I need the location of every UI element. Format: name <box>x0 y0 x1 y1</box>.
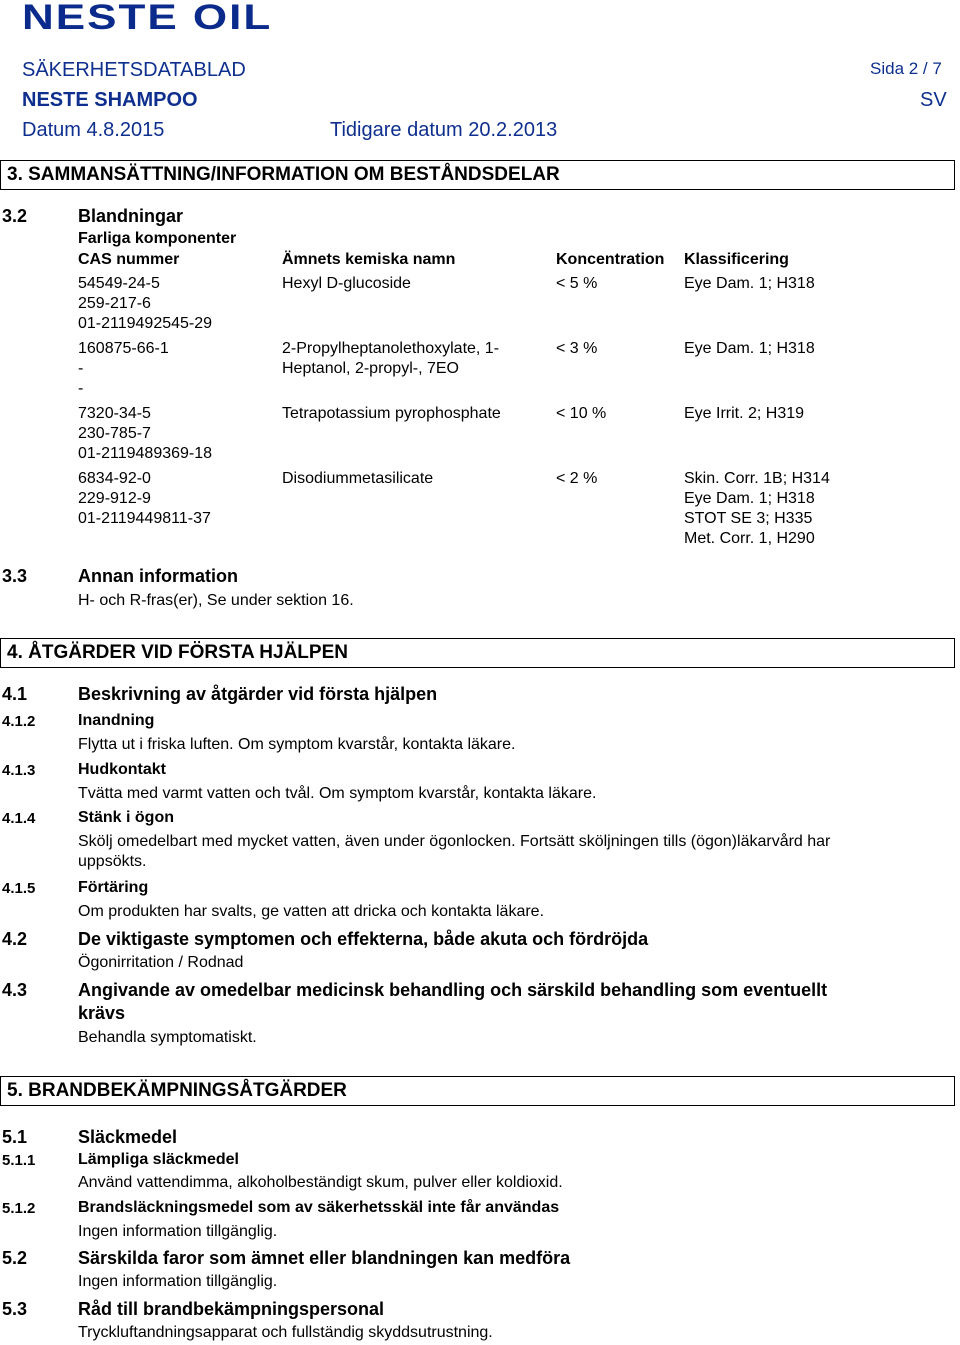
classification-line: Skin. Corr. 1B; H314 <box>684 470 830 487</box>
subsection-title <box>78 980 827 1024</box>
classification-line: STOT SE 3; H335 <box>684 510 813 527</box>
ec-number: - <box>78 360 84 377</box>
subsection-number: 3.3 <box>2 566 28 586</box>
item-text-line: Skölj omedelbart med mycket vatten, även under ögonlocken. Fortsätt sköljningen tills (ögon)läkarvård har <box>78 833 831 850</box>
subsection-number: 4.1 <box>2 684 28 704</box>
item-title: Lämpliga släckmedel <box>78 1151 239 1168</box>
cas-number: 7320-34-5 <box>78 405 151 422</box>
section-3-header: 3. SAMMANSÄTTNING/INFORMATION OM BESTÅNDSDELAR <box>0 160 955 190</box>
classification <box>684 469 830 549</box>
treatment-text: Behandla symptomatiskt. <box>78 1029 257 1046</box>
concentration: < 2 % <box>556 470 598 487</box>
item-number: 4.1.2 <box>2 713 36 730</box>
item-text: Använd vattendimma, alkoholbeständigt skum, pulver eller koldioxid. <box>78 1174 563 1191</box>
item-text: Om produkten har svalts, ge vatten att dricka och kontakta läkare. <box>78 903 545 920</box>
reach-number: 01-2119449811-37 <box>78 510 211 527</box>
substance-name: Tetrapotassium pyrophosphate <box>282 405 501 422</box>
reach-number: 01-2119492545-29 <box>78 315 213 332</box>
symptoms-text: Ögonirritation / Rodnad <box>78 954 244 971</box>
item-number: 5.1.1 <box>2 1152 36 1169</box>
classification: Eye Irrit. 2; H319 <box>684 405 805 422</box>
item-text-line: uppsökts. <box>78 853 147 870</box>
item-title: Brandsläckningsmedel som av säkerhetsskäl inte får användas <box>78 1199 560 1216</box>
hazardous-components-label: Farliga komponenter <box>78 230 237 247</box>
other-information-text: H- och R-fras(er), Se under sektion 16. <box>78 592 354 609</box>
substance-name: Disodiummetasilicate <box>282 470 434 487</box>
subsection-title: Särskilda faror som ämnet eller blandningen kan medföra <box>78 1248 571 1268</box>
item-number: 5.1.2 <box>2 1200 36 1217</box>
item-text: Flytta ut i friska luften. Om symptom kvarstår, kontakta läkare. <box>78 736 516 753</box>
table-row <box>78 469 211 529</box>
substance-name-line: 2-Propylheptanolethoxylate, 1- <box>282 340 500 357</box>
classification: Eye Dam. 1; H318 <box>684 340 815 357</box>
item-text: Ingen information tillgänglig. <box>78 1223 278 1240</box>
section-4-header: 4. ÅTGÄRDER VID FÖRSTA HJÄLPEN <box>0 638 955 668</box>
item-title: Hudkontakt <box>78 761 166 778</box>
subsection-title-line: krävs <box>78 1003 126 1023</box>
substance-name: Hexyl D-glucoside <box>282 275 411 292</box>
doc-type: SÄKERHETSDATABLAD <box>22 59 246 81</box>
revision-date: Datum 4.8.2015 <box>22 119 165 141</box>
ec-number: 259-217-6 <box>78 295 151 312</box>
section-5-header: 5. BRANDBEKÄMPNINGSÅTGÄRDER <box>0 1076 955 1106</box>
subsection-title: Annan information <box>78 566 238 586</box>
item-title: Inandning <box>78 712 155 729</box>
page-number: Sida 2 / 7 <box>870 59 942 78</box>
product-name: NESTE SHAMPOO <box>22 89 198 111</box>
substance-name-line: Heptanol, 2-propyl-, 7EO <box>282 360 459 377</box>
reach-number: - <box>78 380 84 397</box>
column-header-concentration: Koncentration <box>556 251 665 268</box>
neste-oil-logo: NESTE OIL <box>22 0 273 37</box>
concentration: < 3 % <box>556 340 598 357</box>
item-number: 4.1.4 <box>2 810 36 827</box>
concentration: < 10 % <box>556 405 607 422</box>
subsection-title: De viktigaste symptomen och effekterna, både akuta och fördröjda <box>78 929 649 949</box>
subsection-number: 3.2 <box>2 206 28 226</box>
subsection-number: 4.3 <box>2 980 28 1000</box>
item-text: Tvätta med varmt vatten och tvål. Om symptom kvarstår, kontakta läkare. <box>78 785 597 802</box>
column-header-cas: CAS nummer <box>78 251 180 268</box>
subsection-number: 5.1 <box>2 1127 28 1147</box>
subsection-number: 5.3 <box>2 1299 28 1319</box>
column-header-classification: Klassificering <box>684 251 789 268</box>
item-number: 4.1.3 <box>2 762 36 779</box>
subsection-number: 4.2 <box>2 929 28 949</box>
ec-number: 230-785-7 <box>78 425 151 442</box>
subsection-title: Råd till brandbekämpningspersonal <box>78 1299 385 1319</box>
previous-date: Tidigare datum 20.2.2013 <box>330 119 558 141</box>
concentration: < 5 % <box>556 275 598 292</box>
classification-line: Eye Dam. 1; H318 <box>684 490 815 507</box>
item-title: Stänk i ögon <box>78 809 174 826</box>
item-text: Tryckluftandningsapparat och fullständig skyddsutrustning. <box>78 1324 493 1341</box>
language-code: SV <box>920 89 947 111</box>
item-text <box>78 832 830 872</box>
table-row <box>78 404 212 464</box>
table-row <box>78 339 169 399</box>
column-header-name: Ämnets kemiska namn <box>282 251 456 268</box>
ec-number: 229-912-9 <box>78 490 151 507</box>
subsection-title-line: Angivande av omedelbar medicinsk behandling och särskild behandling som eventuellt <box>78 980 828 1000</box>
item-text: Ingen information tillgänglig. <box>78 1273 278 1290</box>
subsection-title: Beskrivning av åtgärder vid första hjälpen <box>78 684 438 704</box>
item-title: Förtäring <box>78 879 149 896</box>
subsection-title: Släckmedel <box>78 1127 178 1147</box>
classification-line: Met. Corr. 1, H290 <box>684 530 815 547</box>
item-number: 4.1.5 <box>2 880 36 897</box>
classification: Eye Dam. 1; H318 <box>684 275 815 292</box>
subsection-title: Blandningar <box>78 206 184 226</box>
reach-number: 01-2119489369-18 <box>78 445 213 462</box>
subsection-number: 5.2 <box>2 1248 28 1268</box>
cas-number: 6834-92-0 <box>78 470 151 487</box>
table-row <box>78 274 212 334</box>
cas-number: 54549-24-5 <box>78 275 160 292</box>
substance-name <box>282 339 499 379</box>
cas-number: 160875-66-1 <box>78 340 169 357</box>
